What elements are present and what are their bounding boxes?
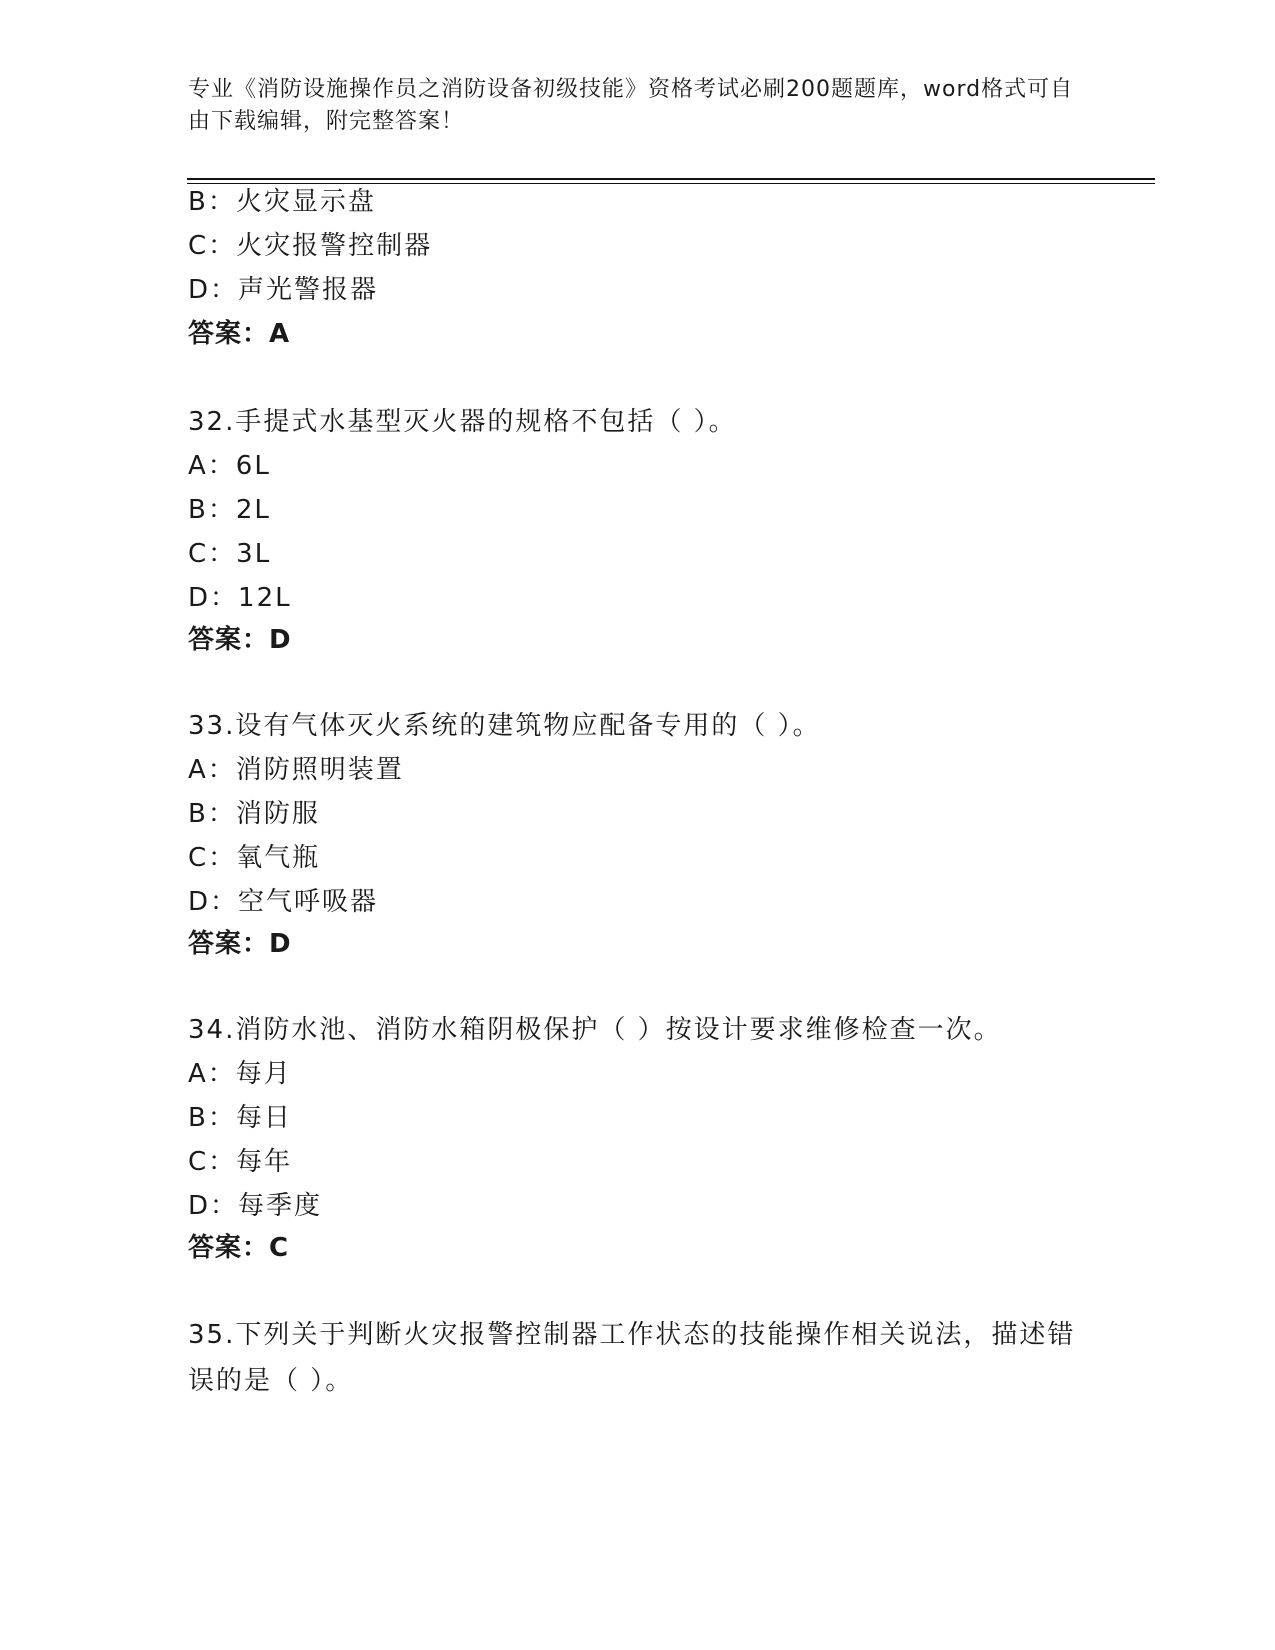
option-d: D：12L bbox=[188, 583, 292, 613]
answer-label: 答案：D bbox=[188, 625, 292, 655]
question-stem: 33.设有气体灭火系统的建筑物应配备专用的（ ）。 bbox=[188, 711, 821, 741]
option-d: D：空气呼吸器 bbox=[188, 887, 379, 917]
answer-label: 答案：D bbox=[188, 929, 292, 959]
option-c: C：每年 bbox=[188, 1147, 293, 1177]
option-a: A：6L bbox=[188, 451, 271, 481]
option-c: C：火灾报警控制器 bbox=[188, 231, 433, 261]
option-a: A：消防照明装置 bbox=[188, 755, 404, 785]
answer-label: 答案：C bbox=[188, 1233, 290, 1263]
question-stem: 32.手提式水基型灭火器的规格不包括（ ）。 bbox=[188, 407, 737, 437]
option-d: D：每季度 bbox=[188, 1191, 323, 1221]
option-b: B：2L bbox=[188, 495, 271, 525]
header-divider-thin bbox=[187, 183, 1155, 184]
question-stem: 35.下列关于判断火灾报警控制器工作状态的技能操作相关说法，描述错误的是（ ）。 bbox=[188, 1320, 1076, 1396]
option-c: C：氧气瓶 bbox=[188, 843, 321, 873]
document-intro: 专业《消防设施操作员之消防设备初级技能》资格考试必刷200题题库，word格式可自由下载编辑，附完整答案！ bbox=[188, 77, 1074, 134]
option-b: B：每日 bbox=[188, 1103, 292, 1133]
option-d: D：声光警报器 bbox=[188, 275, 379, 305]
answer-label: 答案：A bbox=[188, 319, 291, 349]
question-stem: 34.消防水池、消防水箱阴极保护（ ）按设计要求维修检查一次。 bbox=[188, 1015, 1002, 1045]
option-b: B：消防服 bbox=[188, 799, 320, 829]
option-b: B：火灾显示盘 bbox=[188, 187, 376, 217]
option-c: C：3L bbox=[188, 539, 272, 569]
option-a: A：每月 bbox=[188, 1059, 292, 1089]
header-divider bbox=[187, 178, 1155, 180]
